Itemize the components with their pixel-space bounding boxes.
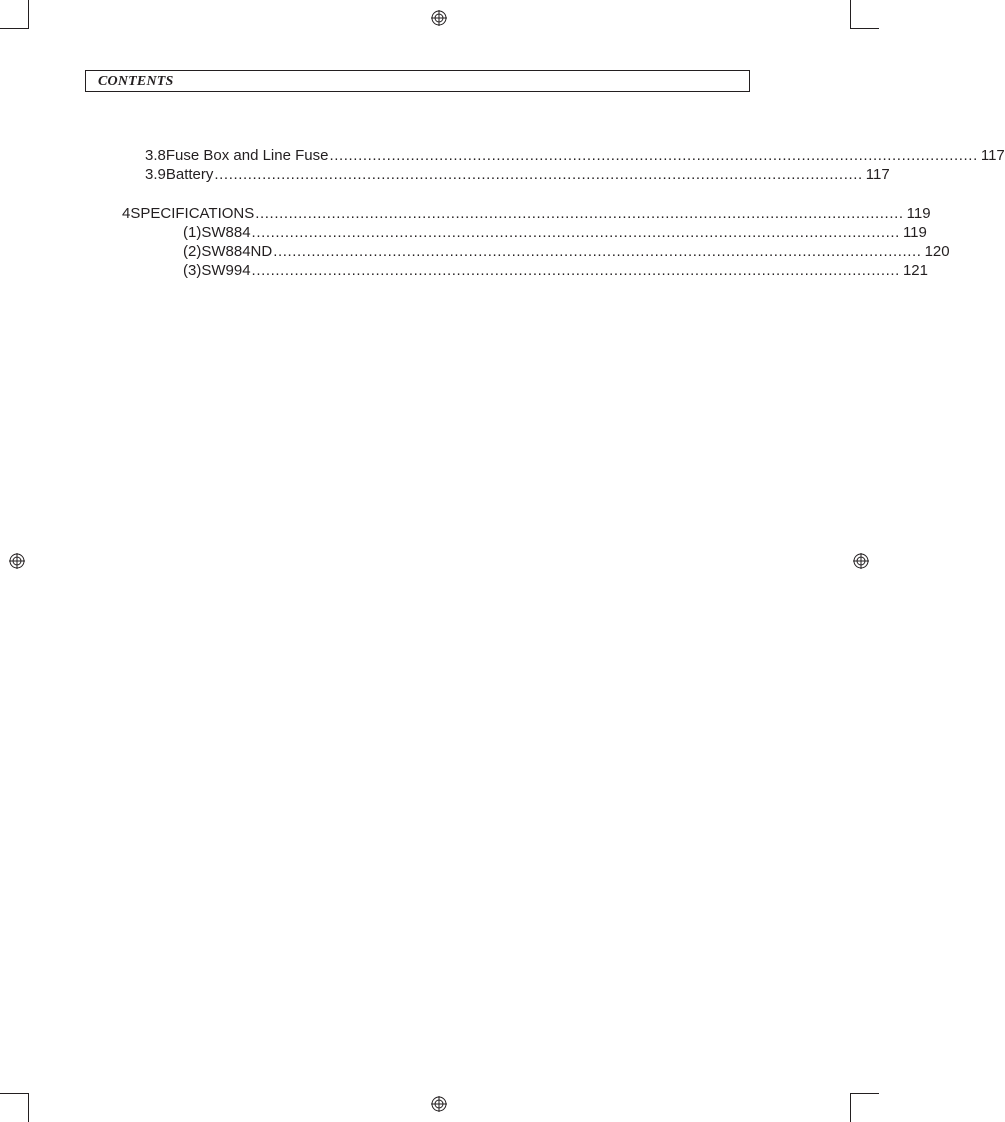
toc-entry-title: Fuse Box and Line Fuse: [165, 147, 329, 164]
toc-entry-page: 117: [980, 147, 1005, 164]
registration-mark-bottom-icon: [431, 1096, 447, 1112]
toc-entry-page: 117: [865, 166, 890, 183]
toc-entry-number: (1): [183, 224, 202, 241]
toc-entry-number: 3.9: [145, 166, 166, 183]
contents-header: [85, 70, 750, 92]
registration-mark-right-icon: [853, 553, 869, 569]
toc-entry-title: SW884: [201, 224, 251, 241]
toc-entry-page: 120: [924, 243, 950, 260]
toc-entry-page: 121: [902, 262, 928, 279]
toc-entry-title: SW994: [201, 262, 251, 279]
toc-entry-title: Battery: [165, 166, 214, 183]
toc-dot-leader: ........................................................................................................................................: [273, 243, 922, 260]
toc-entry-title: SPECIFICATIONS: [130, 205, 255, 222]
crop-mark-top-right: [850, 0, 879, 29]
crop-mark-bottom-left: [0, 1093, 29, 1122]
toc-dot-leader: ........................................................................................................................................: [214, 166, 863, 183]
toc-entry[interactable]: [145, 166, 890, 184]
toc-entry-number: 4: [122, 205, 131, 222]
crop-mark-bottom-right: [850, 1093, 879, 1122]
toc-dot-leader: ........................................................................................................................................: [329, 147, 978, 164]
registration-mark-left-icon: [9, 553, 25, 569]
toc-entry[interactable]: [183, 262, 928, 280]
toc-entry[interactable]: [122, 205, 931, 223]
crop-mark-top-left: [0, 0, 29, 29]
toc-entry-page: 119: [906, 205, 931, 222]
page-title: CONTENTS: [98, 74, 174, 89]
toc-entry[interactable]: [183, 243, 950, 261]
toc-dot-leader: ........................................................................................................................................: [251, 224, 900, 241]
toc-dot-leader: ........................................................................................................................................: [251, 262, 900, 279]
toc-entry-page: 119: [902, 224, 927, 241]
toc-dot-leader: ........................................................................................................................................: [255, 205, 904, 222]
registration-mark-top-icon: [431, 10, 447, 26]
toc-entry[interactable]: [183, 224, 927, 242]
toc-entry-number: (2): [183, 243, 202, 260]
toc-entry[interactable]: [145, 147, 1005, 165]
toc-entry-number: 3.8: [145, 147, 166, 164]
toc-entry-number: (3): [183, 262, 202, 279]
toc-entry-title: SW884ND: [201, 243, 273, 260]
